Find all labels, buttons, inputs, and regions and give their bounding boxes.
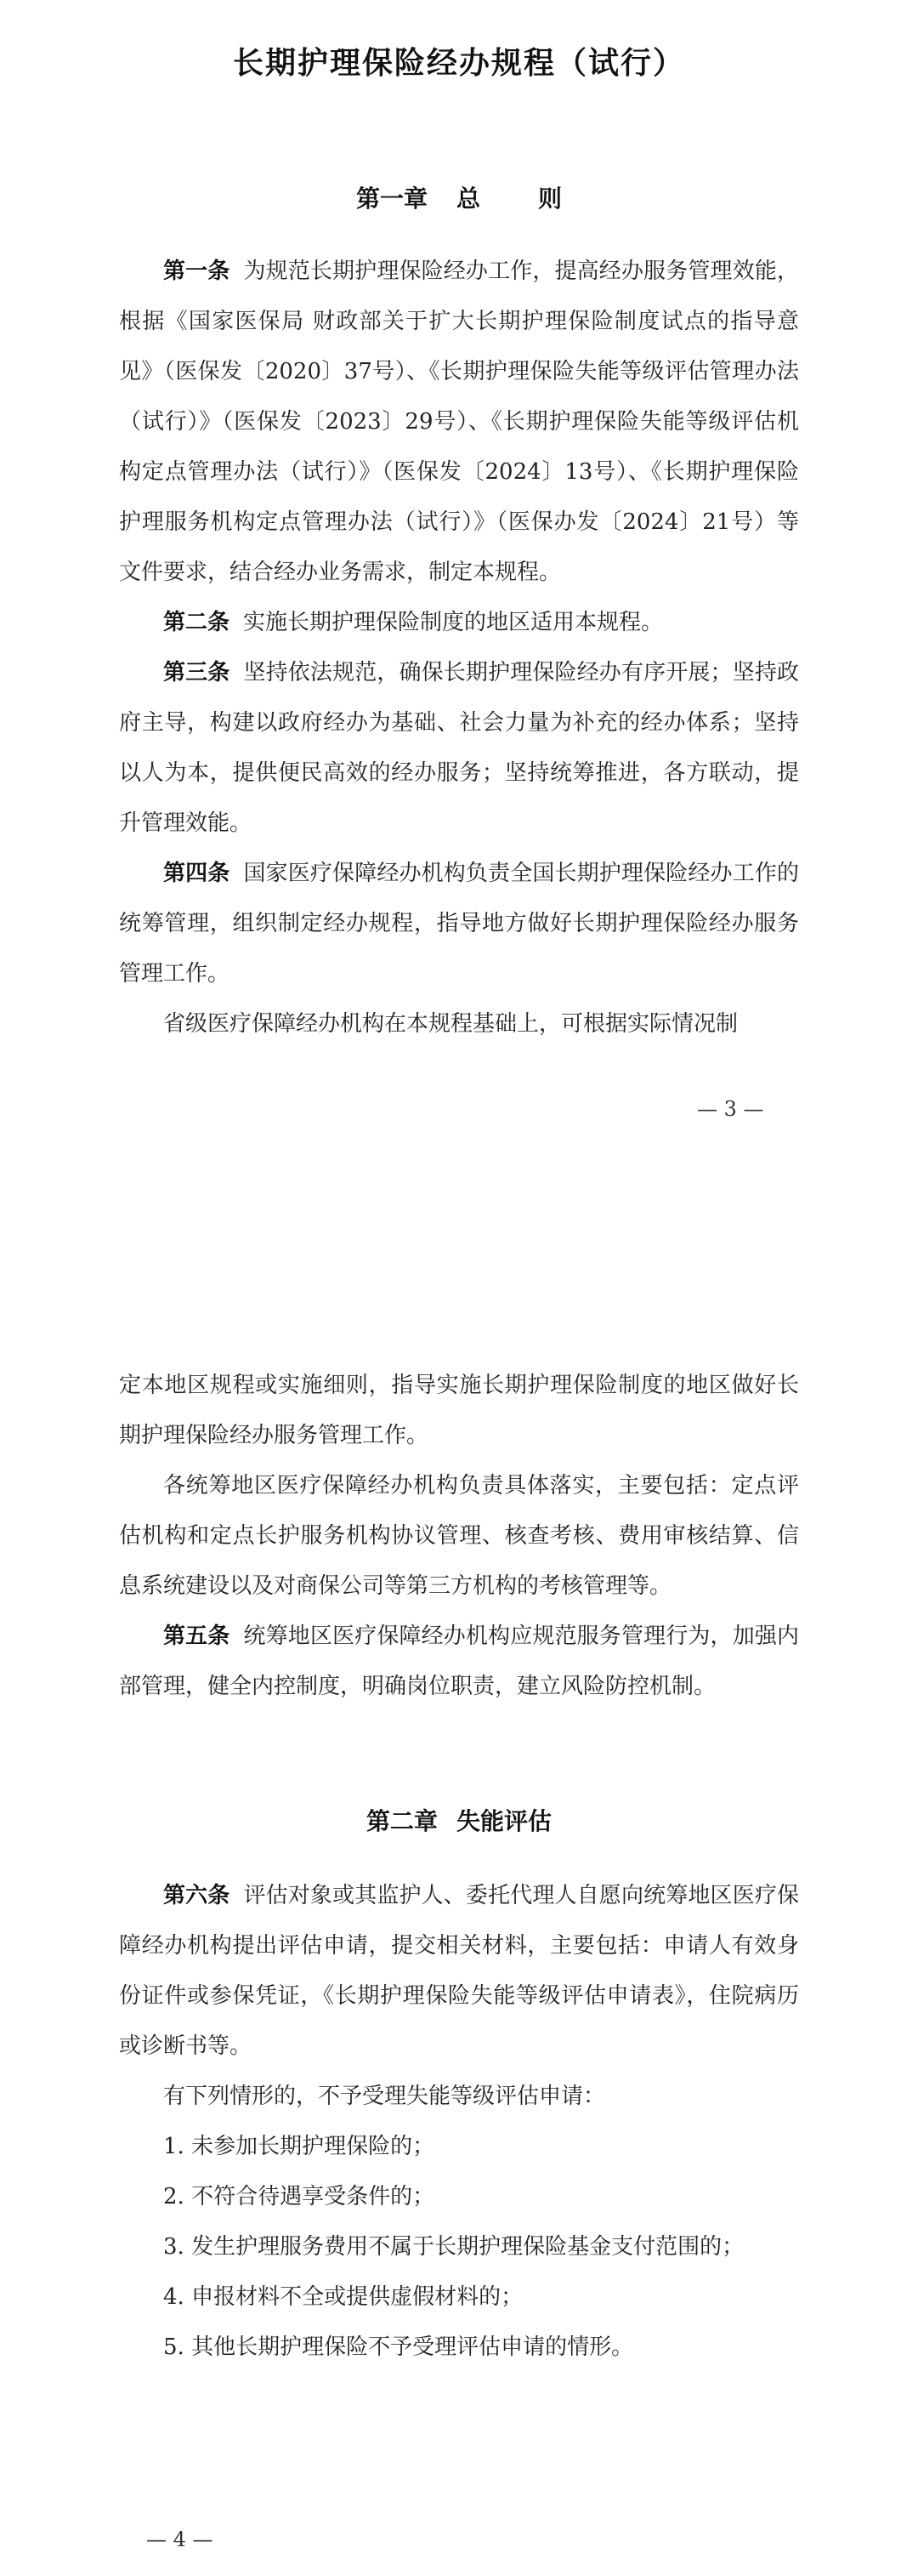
article-1 — [119, 247, 799, 598]
page-number-4: — 4 — — [146, 2528, 213, 2551]
refusal-item-4: 4. 申报材料不全或提供虚假材料的； — [163, 2284, 524, 2310]
article-4-paragraph-3: 各统筹地区医疗保障经办机构负责具体落实，主要包括：定点评估机构和定点长护服务机构协议管理、核查考核、费用审核结算、信息系统建设以及对商保公司等第三方机构的考核管理等。 — [119, 1473, 799, 1599]
refusal-item-5: 5. 其他长期护理保险不予受理评估申请的情形。 — [163, 2334, 634, 2360]
page-3-body — [119, 247, 799, 1049]
chapter-1-title-part2: 则 — [538, 185, 563, 213]
article-5-text: 统筹地区医疗保障经办机构应规范服务管理行为，加强内部管理，健全内控制度，明确岗位职责，建立风险防控机制。 — [119, 1624, 799, 1699]
refusal-item-1: 1. 未参加长期护理保险的； — [163, 2134, 435, 2159]
refusal-item-2: 2. 不符合待遇享受条件的； — [163, 2184, 435, 2209]
article-1-text: 为规范长期护理保险经办工作，提高经办服务管理效能，根据《国家医保局 财政部关于扩大长期护理保险制度试点的指导意见》（医保发〔2020〕37号）、《长期护理保险失能等级评估管理办法（试行）》（医保发〔2023〕29号）、《长期护理保险失能等级评估机构定点管理办法（试行）》（医保发〔2024〕13号）、《长期护理保险护理服务机构定点管理办法（试行）》（医保办发〔2024〕21号）等文件要求，结合经办业务需求，制定本规程。 — [119, 259, 799, 585]
article-1-label: 第一条 — [163, 259, 230, 284]
article-5-label: 第五条 — [163, 1624, 230, 1649]
refusal-intro: 有下列情形的，不予受理失能等级评估申请： — [163, 2084, 606, 2109]
chapter-1-heading — [0, 180, 918, 214]
article-6 — [119, 1871, 799, 2072]
article-5 — [119, 1612, 799, 1712]
article-2 — [119, 598, 799, 648]
article-4-continuation: 省级医疗保障经办机构在本规程基础上，可根据实际情况制 — [163, 1011, 739, 1037]
article-6-text: 评估对象或其监护人、委托代理人自愿向统筹地区医疗保障经办机构提出评估申请，提交相关材料，主要包括：申请人有效身份证件或参保凭证，《长期护理保险失能等级评估申请表》，住院病历或诊断书等。 — [119, 1883, 799, 2059]
document-title: 长期护理保险经办规程（试行） — [232, 45, 685, 81]
page-4-body-top — [119, 1361, 799, 1712]
page-4-body-bottom — [119, 1871, 799, 2373]
article-4-text: 国家医疗保障经办机构负责全国长期护理保险经办工作的统筹管理，组织制定经办规程，指导地方做好长期护理保险经办服务管理工作。 — [119, 861, 799, 987]
article-3-text: 坚持依法规范，确保长期护理保险经办有序开展；坚持政府主导，构建以政府经办为基础、社会力量为补充的经办体系；坚持以人为本，提供便民高效的经办服务；坚持统筹推进，各方联动，提升管理效能。 — [119, 660, 799, 836]
article-4 — [119, 849, 799, 999]
chapter-2-heading — [0, 1803, 918, 1837]
chapter-1-title-part1: 总 — [456, 185, 480, 213]
chapter-2-title: 失能评估 — [456, 1807, 552, 1835]
article-4-label: 第四条 — [163, 861, 230, 886]
article-2-label: 第二条 — [163, 610, 230, 635]
refusal-item-3: 3. 发生护理服务费用不属于长期护理保险基金支付范围的； — [163, 2234, 745, 2260]
article-3-label: 第三条 — [163, 660, 230, 685]
document-page-3 — [0, 0, 918, 1208]
chapter-2-number: 第二章 — [366, 1807, 438, 1835]
page-number-3: — 3 — — [697, 1097, 764, 1121]
chapter-1-number: 第一章 — [355, 185, 428, 213]
document-page-4 — [0, 1361, 918, 2576]
article-6-label: 第六条 — [163, 1883, 230, 1908]
article-4-carryover: 定本地区规程或实施细则，指导实施长期护理保险制度的地区做好长期护理保险经办服务管理工作。 — [119, 1373, 799, 1448]
article-2-text: 实施长期护理保险制度的地区适用本规程。 — [243, 610, 664, 635]
article-3 — [119, 648, 799, 849]
